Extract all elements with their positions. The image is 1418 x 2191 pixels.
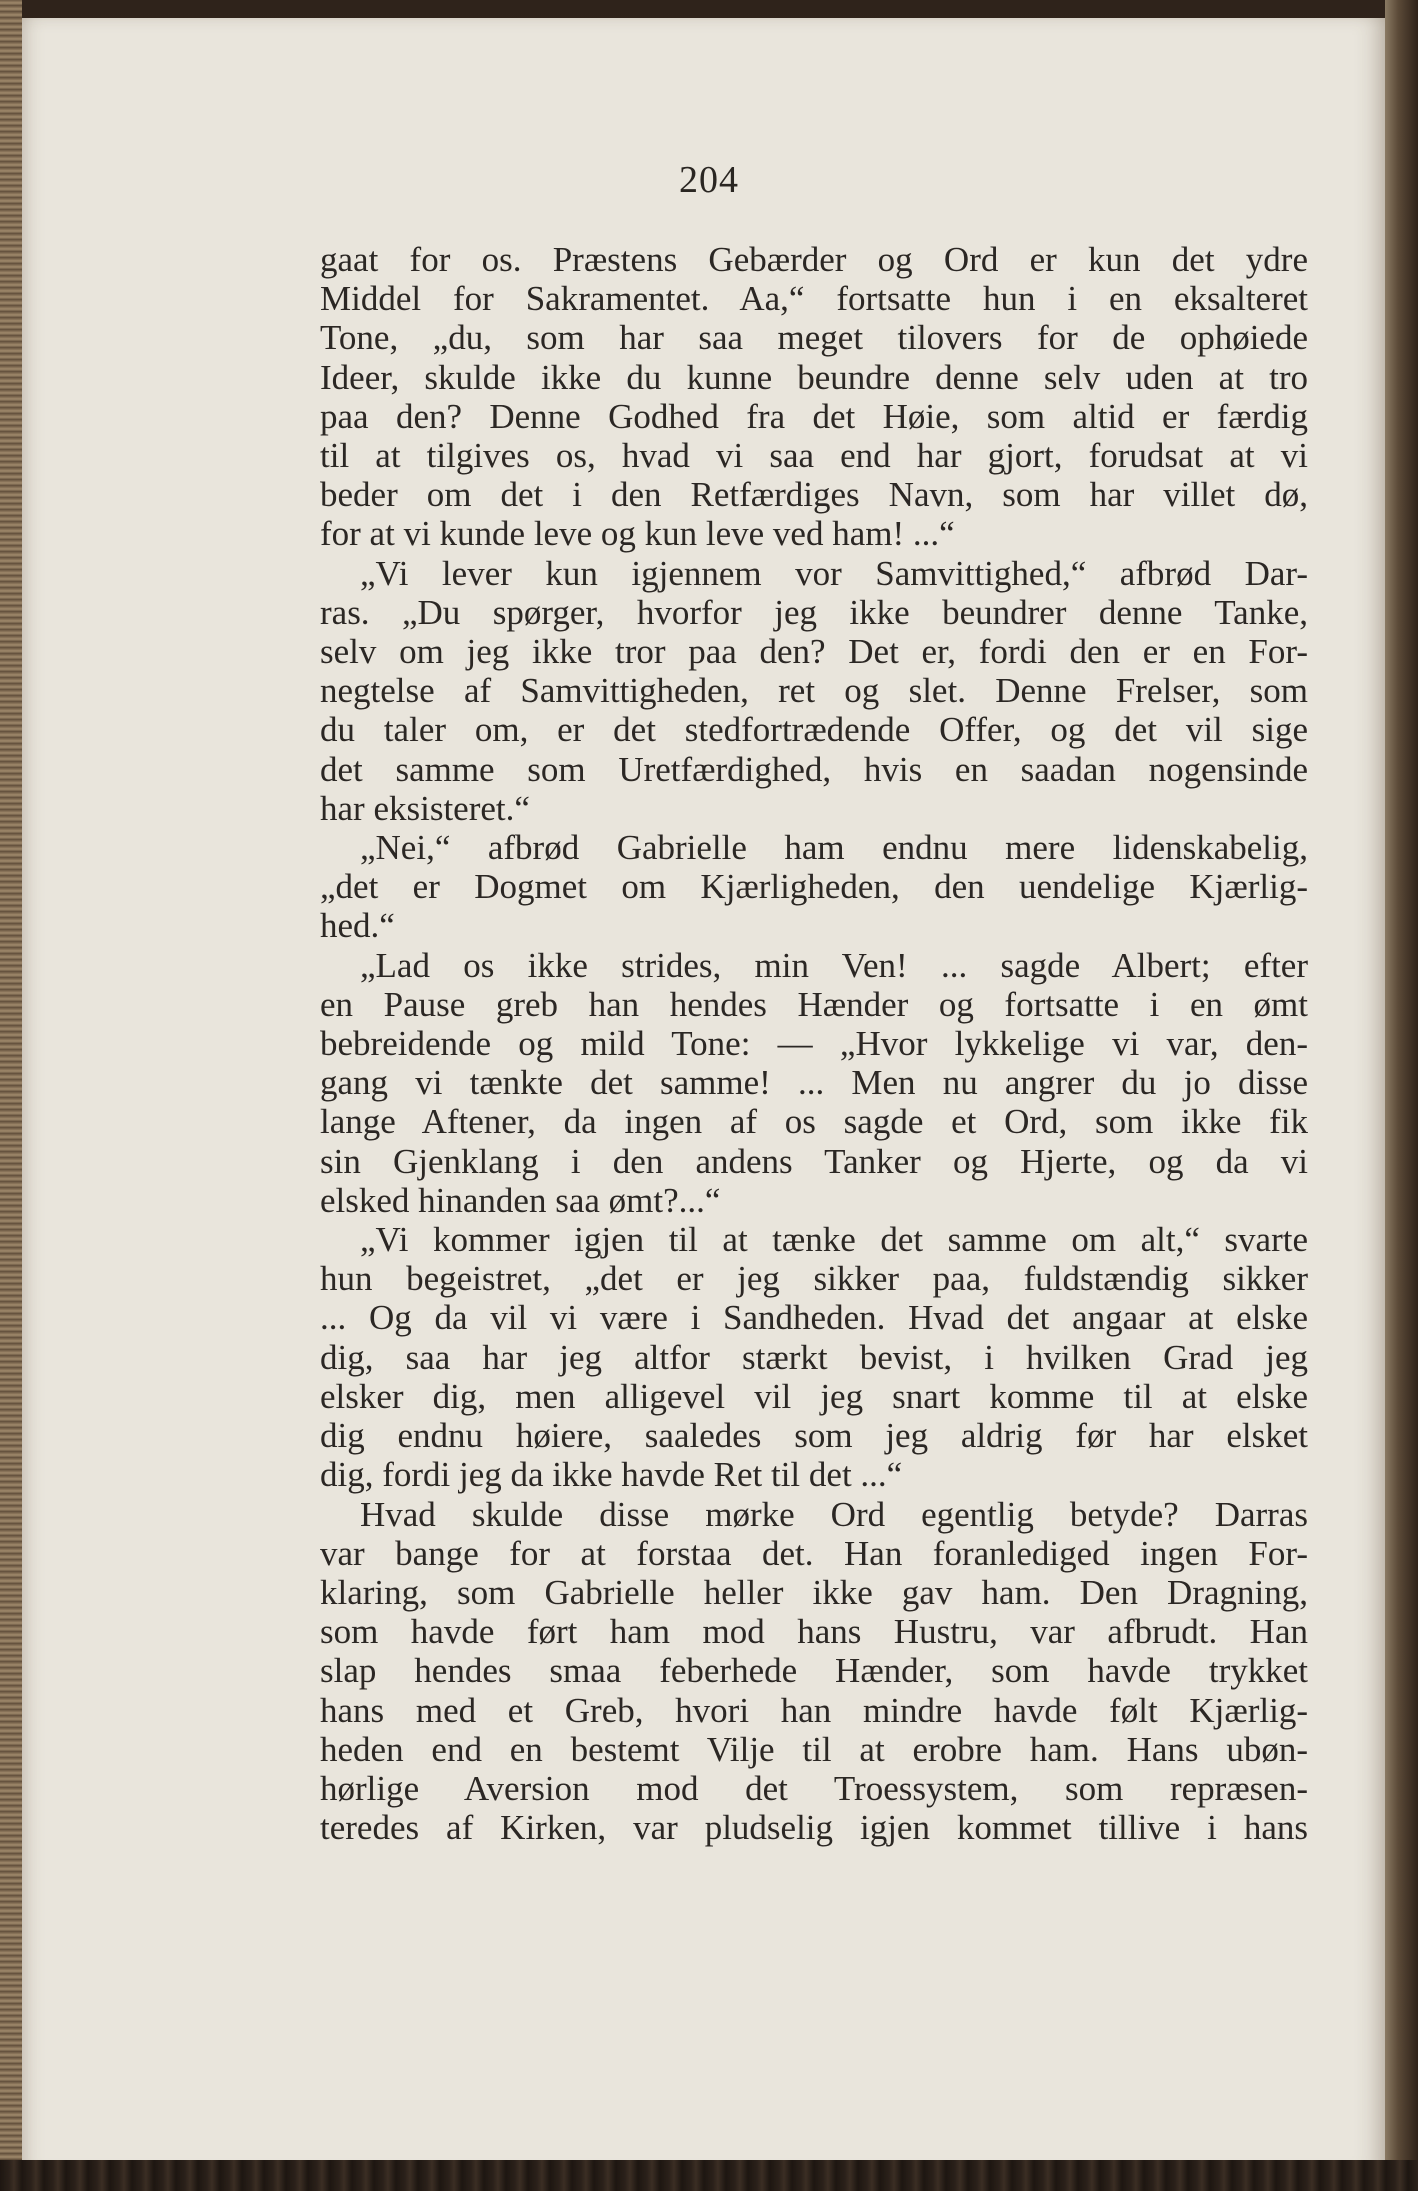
text-line: dig, fordi jeg da ikke havde Ret til det ...“: [320, 1455, 903, 1495]
text-line: ras. „Du spørger, hvorfor jeg ikke beundrer denne Tanke,: [320, 592, 1308, 632]
text-line: dig endnu høiere, saaledes som jeg aldrig før har elsket: [320, 1416, 1308, 1456]
text-line: „Vi kommer igjen til at tænke det samme om alt,“ svarte: [360, 1220, 1308, 1260]
text-line: Middel for Sakramentet. Aa,“ fortsatte hun i en eksalteret: [320, 279, 1308, 319]
text-line: paa den? Denne Godhed fra det Høie, som altid er færdig: [320, 396, 1308, 436]
text-line: bebreidende og mild Tone: — „Hvor lykkelige vi var, den-: [320, 1024, 1308, 1064]
text-line: klaring, som Gabrielle heller ikke gav ham. Den Dragning,: [320, 1572, 1308, 1612]
text-line: gaat for os. Præstens Gebærder og Ord er kun det ydre: [320, 240, 1308, 279]
text-line: hans med et Greb, hvori han mindre havde følt Kjærlig-: [320, 1690, 1308, 1730]
text-line: var bange for at forstaa det. Han foranlediged ingen For-: [320, 1533, 1308, 1573]
text-line: „Vi lever kun igjennem vor Samvittighed,“ afbrød Dar-: [360, 553, 1308, 593]
text-line: lange Aftener, da ingen af os sagde et Ord, som ikke fik: [320, 1102, 1308, 1142]
text-line: beder om det i den Retfærdiges Navn, som har villet dø,: [320, 475, 1308, 515]
text-line: „Lad os ikke strides, min Ven! ... sagde Albert; efter: [360, 945, 1308, 985]
text-line: du taler om, er det stedfortrædende Offer, og det vil sige: [320, 710, 1308, 750]
text-line: heden end en bestemt Vilje til at erobre ham. Hans ubøn-: [320, 1729, 1308, 1769]
body-text: [320, 240, 1308, 1847]
text-line: Tone, „du, som har saa meget tilovers for de ophøiede: [320, 318, 1308, 358]
text-line: gang vi tænkte det samme! ... Men nu angrer du jo disse: [320, 1063, 1308, 1103]
text-line: slap hendes smaa feberhede Hænder, som havde trykket: [320, 1651, 1308, 1691]
text-line: „det er Dogmet om Kjærligheden, den uendelige Kjærlig-: [320, 867, 1308, 907]
book-edge-left: [0, 0, 22, 2191]
text-line: „Nei,“ afbrød Gabrielle ham endnu mere lidenskabelig,: [360, 828, 1308, 868]
text-line: hed.“: [320, 906, 395, 946]
text-line: som havde ført ham mod hans Hustru, var afbrudt. Han: [320, 1612, 1308, 1652]
text-line: ... Og da vil vi være i Sandheden. Hvad det angaar at elske: [320, 1298, 1308, 1338]
text-line: hun begeistret, „det er jeg sikker paa, fuldstændig sikker: [320, 1259, 1308, 1299]
text-line: en Pause greb han hendes Hænder og fortsatte i en ømt: [320, 984, 1308, 1024]
text-line: elsked hinanden saa ømt?...“: [320, 1180, 721, 1220]
text-line: elsker dig, men alligevel vil jeg snart komme til at elske: [320, 1376, 1308, 1416]
text-line: det samme som Uretfærdighed, hvis en saadan nogensinde: [320, 749, 1308, 789]
text-line: har eksisteret.“: [320, 788, 530, 828]
book-gutter-right: [1385, 0, 1418, 2191]
text-line: sin Gjenklang i den andens Tanker og Hjerte, og da vi: [320, 1141, 1308, 1181]
text-line: Hvad skulde disse mørke Ord egentlig betyde? Darras: [360, 1494, 1308, 1534]
text-line: til at tilgives os, hvad vi saa end har gjort, forudsat at vi: [320, 436, 1308, 476]
text-line: hørlige Aversion mod det Troessystem, som repræsen-: [320, 1768, 1308, 1808]
text-line: teredes af Kirken, var pludselig igjen kommet tillive i hans: [320, 1808, 1308, 1848]
text-line: selv om jeg ikke tror paa den? Det er, fordi den er en For-: [320, 632, 1308, 672]
scan-bottom-edge: [0, 2160, 1418, 2191]
text-line: dig, saa har jeg altfor stærkt bevist, i hvilken Grad jeg: [320, 1337, 1308, 1377]
page-number: 204: [679, 159, 739, 201]
text-line: negtelse af Samvittigheden, ret og slet. Denne Frelser, som: [320, 671, 1308, 711]
text-line: for at vi kunde leve og kun leve ved ham! ...“: [320, 514, 955, 554]
text-line: Ideer, skulde ikke du kunne beundre denne selv uden at tro: [320, 357, 1308, 397]
